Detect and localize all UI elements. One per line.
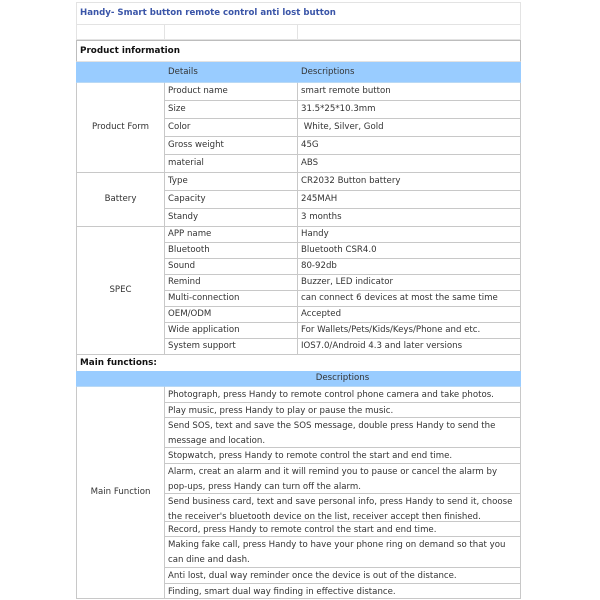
spec-description: CR2032 Button battery	[298, 173, 521, 191]
spec-description: 80-92db	[298, 259, 521, 275]
spec-detail: Multi-connection	[165, 291, 298, 307]
spec-description: Handy	[298, 227, 521, 243]
main-functions-heading: Main functions:	[76, 355, 521, 371]
spec-description: For Wallets/Pets/Kids/Keys/Phone and etc.	[298, 323, 521, 339]
function-row	[76, 584, 521, 599]
document-title: Handy- Smart button remote control anti lost button	[76, 2, 521, 25]
spec-detail: Wide application	[165, 323, 298, 339]
spec-description: IOS7.0/Android 4.3 and later versions	[298, 339, 521, 355]
header-blank	[76, 371, 165, 387]
spec-detail: Gross weight	[165, 137, 298, 155]
empty-row	[76, 25, 521, 40]
header-descriptions: Descriptions	[165, 371, 521, 387]
main-functions-heading-row	[76, 355, 521, 371]
spec-row	[76, 83, 521, 101]
group-label: Battery	[76, 173, 165, 227]
spec-detail: Remind	[165, 275, 298, 291]
spec-row	[76, 101, 521, 119]
spec-description: ABS	[298, 155, 521, 173]
header-details: Details	[165, 62, 298, 83]
spec-description: Buzzer, LED indicator	[298, 275, 521, 291]
spec-description: can connect 6 devices at most the same time	[298, 291, 521, 307]
empty-cell	[165, 25, 298, 40]
spec-row	[76, 119, 521, 137]
spec-detail: Type	[165, 173, 298, 191]
function-row	[76, 568, 521, 584]
spec-description: 31.5*25*10.3mm	[298, 101, 521, 119]
function-row	[76, 387, 521, 403]
function-row	[76, 403, 521, 418]
spec-row	[76, 259, 521, 275]
spec-detail: Size	[165, 101, 298, 119]
spec-row	[76, 191, 521, 209]
spec-row	[76, 155, 521, 173]
function-description: Stopwatch, press Handy to remote control the start and end time.	[165, 448, 521, 464]
function-row	[76, 418, 521, 448]
spec-description: 245MAH	[298, 191, 521, 209]
spec-detail: Color	[165, 119, 298, 137]
function-row	[76, 448, 521, 464]
spec-detail: OEM/ODM	[165, 307, 298, 323]
group-label: Main Function	[76, 387, 165, 599]
function-description: Finding, smart dual way finding in effective distance.	[165, 584, 521, 599]
empty-cell	[76, 25, 165, 40]
function-description: Alarm, creat an alarm and it will remind you to pause or cancel the alarm by pop-ups, press Handy can turn off the alarm.	[165, 464, 521, 494]
empty-cell	[298, 25, 521, 40]
function-row	[76, 522, 521, 537]
spec-detail: material	[165, 155, 298, 173]
spec-description: 45G	[298, 137, 521, 155]
header-blank	[76, 62, 165, 83]
header-descriptions: Descriptions	[298, 62, 521, 83]
function-description: Play music, press Handy to play or pause the music.	[165, 403, 521, 418]
functions-header-row	[76, 371, 521, 387]
spec-detail: Product name	[165, 83, 298, 101]
spec-description: 3 months	[298, 209, 521, 227]
spec-row	[76, 209, 521, 227]
spec-row	[76, 227, 521, 243]
function-row	[76, 464, 521, 494]
spec-detail: System support	[165, 339, 298, 355]
function-description: Send business card, text and save personal info, press Handy to send it, choose the receiver's bluetooth device on the list, receiver accept then finished.	[165, 494, 521, 522]
function-description: Record, press Handy to remote control the start and end time.	[165, 522, 521, 537]
group-label: SPEC	[76, 227, 165, 355]
spec-detail: Capacity	[165, 191, 298, 209]
spec-row	[76, 137, 521, 155]
function-description: Photograph, press Handy to remote control phone camera and take photos.	[165, 387, 521, 403]
product-info-heading-row	[76, 40, 521, 62]
spec-description: smart remote button	[298, 83, 521, 101]
function-description: Anti lost, dual way reminder once the device is out of the distance.	[165, 568, 521, 584]
function-row	[76, 494, 521, 522]
spec-row	[76, 323, 521, 339]
spec-row	[76, 243, 521, 259]
product-info-heading: Product information	[76, 40, 521, 62]
title-row	[76, 2, 521, 25]
spec-description: Accepted	[298, 307, 521, 323]
spec-detail: Sound	[165, 259, 298, 275]
function-row	[76, 537, 521, 568]
spec-row	[76, 275, 521, 291]
spec-row	[76, 291, 521, 307]
spec-description: White, Silver, Gold	[298, 119, 521, 137]
spec-header-row	[76, 62, 521, 83]
spec-row	[76, 173, 521, 191]
spec-description: Bluetooth CSR4.0	[298, 243, 521, 259]
spec-detail: APP name	[165, 227, 298, 243]
spec-row	[76, 339, 521, 355]
function-description: Making fake call, press Handy to have your phone ring on demand so that you can dine and dash.	[165, 537, 521, 568]
group-label: Product Form	[76, 83, 165, 173]
spec-row	[76, 307, 521, 323]
function-description: Send SOS, text and save the SOS message, double press Handy to send the message and location.	[165, 418, 521, 448]
spec-detail: Bluetooth	[165, 243, 298, 259]
spec-detail: Standy	[165, 209, 298, 227]
